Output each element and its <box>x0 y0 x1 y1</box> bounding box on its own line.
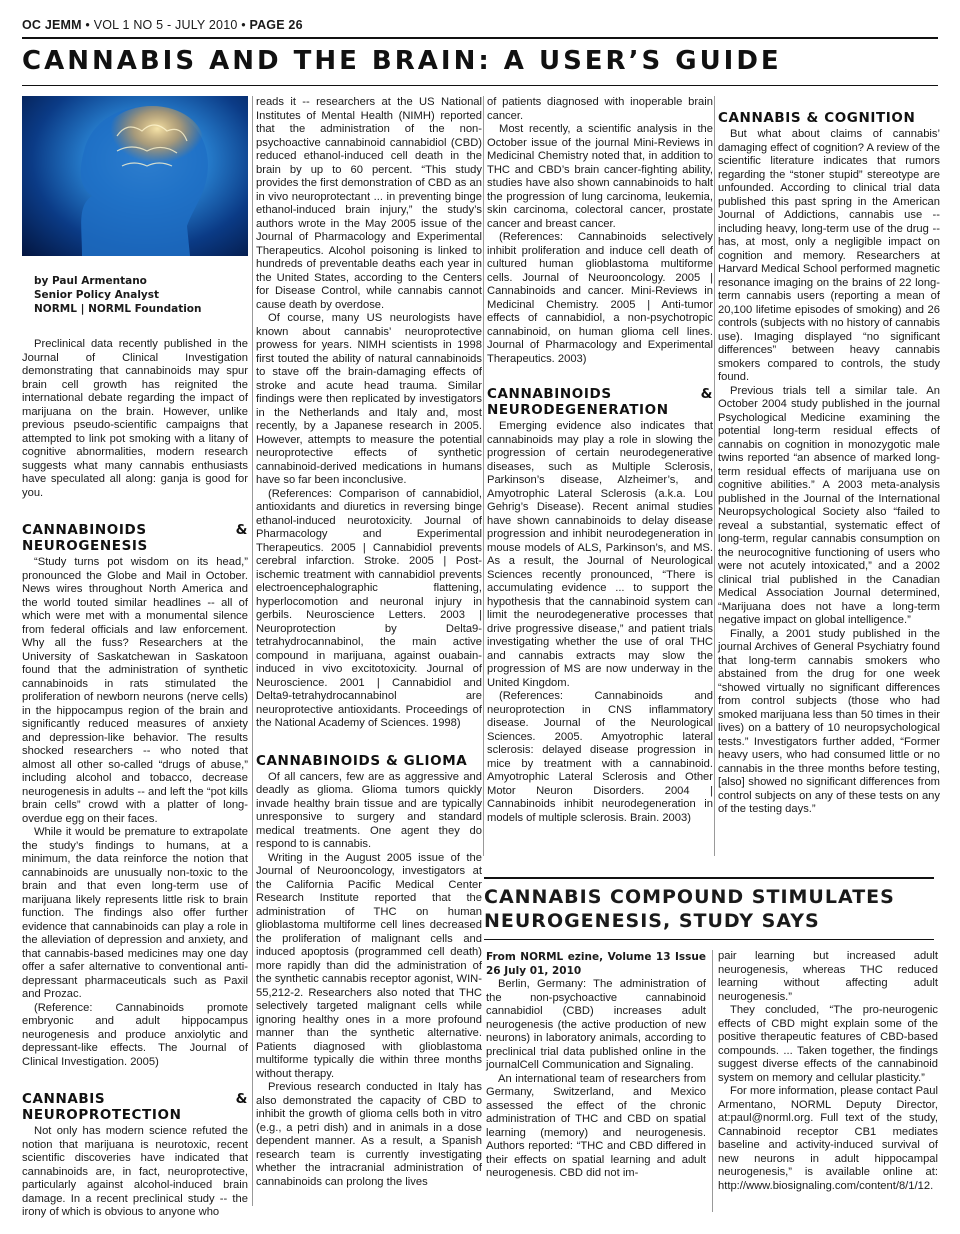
paragraph: “Study turns pot wisdom on its head,” pronounced the Globe and Mail in October. News wires throughout North America and the world touted similar headlines -- all of which were met with a monumental silence from federal officials and law enforcement. Why all the fuss? Researchers at the University of Saskatchewan in Saskatoon found that the administration of synthetic cannabinoids in rats stimulated the proliferation of newborn neurons (nerve cells) in the hippocampus region of the brain and significantly reduced measures of anxiety and depression-like behavior. The results shocked researchers -- who noted that almost all other so-called “drugs of abuse,” including alcohol and tobacco, decrease neurogenesis in adults -- and left the “pot kills brain cells” crowd with a platter of long-overdue egg on their faces. <box>22 556 248 825</box>
sidebar-column-left <box>486 950 706 1181</box>
head-silhouette-icon <box>22 96 248 256</box>
paragraph: Emerging evidence also indicates that cannabinoids may play a role in slowing the progression of certain neurodegenerative diseases, such as Multiple Sclerosis, Parkinson’s disease, Alzheimer’s, and Amyotrophic Lateral Sclerosis (a.k.a. Lou Gehrig’s Disease). Recent animal studies have shown cannabinoids to delay disease progression and inhibit neurodegeneration in mouse models of ALS, Parkinson’s, and MS. As a result, the Journal of Neurological Sciences recently pronounced, “There is accumulating evidence ... to support the hypothesis that the cannabinoid system can limit the neurodegenerative processes that drive progressive disease,” and patient trials investigating whether the use of oral THC and cannabis extracts may slow the progression of MS are now underway in the United Kingdom. <box>487 420 713 689</box>
author-title: Senior Policy Analyst <box>34 289 160 301</box>
paragraph: Previous research conducted in Italy has also demonstrated the capacity of CBD to inhibit the growth of glioma cells both in vitro (e.g., a petri dish) and in animals in a dose dependent manner. As a result, a Spanish research team is currently investigating whether the intracranial administration of cannabinoids can prolong the lives <box>256 1081 482 1188</box>
intro-paragraph: Preclinical data recently published in the Journal of Clinical Investigation demonstrating that cannabinoids may spur brain cell growth has reignited the international debate regarding the impact of marijuana on the brain. However, unlike previous pseudo-scientific campaigns that attempted to link pot smoking with a litany of cognitive abnormalities, modern research suggests what many cannabis enthusiasts have speculated all along: ganja is good for you. <box>22 338 248 499</box>
paragraph: reads it -- researchers at the US National Institutes of Mental Health (NIMH) reported that the administration of the non-psychoactive cannabinoid cannabidiol (CBD) reduced ethanol-induced cell death in the brain by up to 60 percent. “This study provides the first demonstration of CBD as an in vivo neuroprotectant ... in preventing binge ethanol-induced brain injury,” the study’s authors wrote in the May 2005 issue of the Journal of Pharmacology and Experimental Therapeutics. Alcohol poisoning is linked to hundreds of preventable deaths each year in the United States, according to the Centers for Disease Control, while cannabis cannot cause death by overdose. <box>256 96 482 311</box>
sidebar-title-rule <box>484 939 934 940</box>
column-divider <box>252 96 253 1206</box>
section-heading-glioma: CANNABINOIDS & GLIOMA <box>256 752 468 769</box>
article-title: CANNABIS AND THE BRAIN: A USER’S GUIDE <box>22 46 782 76</box>
column-4 <box>718 96 940 817</box>
column-1 <box>22 96 248 1220</box>
section-heading-neuroprotection: CANNABIS & NEUROPROTECTION <box>22 1091 248 1123</box>
reference-paragraph: (References: Cannabinoids selectively inhibit proliferation and induce cell death of cultured human glioblastoma multiforme cells. Journal of Neurooncology. 2005 | Cannabinoids and cancer. Mini-Reviews in Medicinal Chemistry. 2005 | Anti-tumor effects of cannabidiol, a non-psychotropic cannabinoid, on human glioma cell lines. Journal of Pharmacology and Experimental Therapeutics. 2003) <box>487 231 713 365</box>
issue-info: VOL 1 NO 5 - JULY 2010 <box>93 18 238 32</box>
paragraph: of patients diagnosed with inoperable brain cancer. <box>487 96 713 122</box>
paragraph: They concluded, “The pro-neurogenic effects of CBD might explain some of the positive therapeutic features of CBD-based compounds. ... Taken together, the findings suggest diverse effects of the cannabinoid system on memory and cellular plasticity.” <box>718 1004 938 1084</box>
sidebar-article-title: CANNABIS COMPOUND STIMULATES NEUROGENESIS, STUDY SAYS <box>484 886 895 932</box>
publication-name: OC JEMM <box>22 18 82 32</box>
column-3 <box>487 96 713 825</box>
page-number: PAGE 26 <box>249 18 303 32</box>
paragraph: For more information, please contact Paul Armentano, NORML Deputy Director, at:paul@norml.org. Full text of the study, Cannabinoid receptor CB1 mediates baseline and activity-induced survival of new neurons in adult hippocampal neurogenesis,” is available online at: http://www.biosignaling.com/content/8/1/12. <box>718 1085 938 1192</box>
paragraph: Of course, many US neurologists have known about cannabis’ neuroprotective prowess for years. NIMH scientists in 1998 first touted the ability of natural cannabinoids to stave off the brain-damaging effects of stroke and acute head trauma. Similar findings were then replicated by investigators in the Netherlands and Italy and, most recently, by a Japanese research in 2005. However, attempts to measure the potential neuroprotective effects of synthetic cannabinoid-derived medications in humans have so far been inconclusive. <box>256 312 482 486</box>
paragraph: Berlin, Germany: The administration of the non-psychoactive cannabinoid cannabidiol (CBD) increases adult neurogenesis (the active production of new neurons) in laboratory animals, according to preclinical trial data published online in the journalCell Communication and Signaling. <box>486 978 706 1071</box>
paragraph: pair learning but increased adult neurogenesis, whereas THC reduced learning without affecting adult neurogenesis.” <box>718 950 938 1003</box>
byline <box>34 274 248 316</box>
column-divider <box>714 96 715 856</box>
header-rule <box>22 37 938 39</box>
author-org: NORML | NORML Foundation <box>34 303 202 315</box>
sidebar-column-right <box>718 950 938 1193</box>
paragraph: Of all cancers, few are as aggressive and deadly as glioma. Glioma tumors quickly invade healthy brain tissue and are typically unresponsive to surgery and standard medical treatments. One agent they do respond to is cannabis. <box>256 770 482 850</box>
sidebar-source: From NORML ezine, Volume 13 Issue 26 July 01, 2010 <box>486 951 706 977</box>
column-divider <box>483 96 484 856</box>
column-2 <box>256 96 482 1189</box>
brain-image <box>22 96 248 256</box>
reference-paragraph: (References: Cannabinoids and neuroprotection in CNS inflammatory disease. Journal of the Neurological Sciences. 2005. Amyotrophic lateral sclerosis: delayed disease progression in mice by treatment with a cannabinoid. Amyotrophic Lateral Sclerosis and Other Motor Neuron Disorders. 2004 | Cannabinoids inhibit neurodegeneration in models of multiple sclerosis. Brain. 2003) <box>487 690 713 824</box>
reference-paragraph: (Reference: Cannabinoids promote embryonic and adult hippocampus neurogenesis and produce anxiolytic and depressant-like effects. The Journal of Clinical Investigation. 2005) <box>22 1001 248 1068</box>
paragraph: But what about claims of cannabis’ damaging effect of cognition? A review of the scientific literature indicates that rumors regarding the “stoner stupid” stereotype are unfounded. According to clinical trial data published this past spring in the American Journal of Addictions, cannabis use -- including heavy, long-term use of the drug -- has, at most, only a negligible impact on cognition and memory. Researchers at Harvard Medical School performed magnetic resonance imaging on the brains of 22 long-term cannabis users (reporting a mean of 20,100 lifetime episodes of smoking) and 26 controls (subjects with no history of cannabis use). Imaging displayed “no significant differences” between heavy cannabis smokers compared to controls, the study found. <box>718 128 940 383</box>
paragraph: Most recently, a scientific analysis in the October issue of the journal Mini-Reviews in Medicinal Chemistry noted that, in addition to THC and CBD’s brain cancer-fighting ability, studies have also shown cannabinoids to halt the progression of lung carcinoma, leukemia, skin carcinoma, colectoral cancer, prostate cancer and breast cancer. <box>487 123 713 230</box>
section-heading-cognition: CANNABIS & COGNITION <box>718 110 916 126</box>
section-heading-neurogenesis: CANNABINOIDS & NEUROGENESIS <box>22 522 248 554</box>
sidebar-article <box>484 877 934 940</box>
paragraph: Previous trials tell a similar tale. An October 2004 study published in the journal Psychological Medicine examining the potential long-term residual effects of cannabis on cognition in monozygotic male twins reported “an absence of marked long-term residual effects of marijuana use on cognitive abilities.” A 2003 meta-analysis published in the Journal of the International Neuropsychological Society also “failed to reveal a substantial, systematic effect of long-term, regular cannabis consumption on the neurocognitive functioning of users who were not acutely intoxicated,” and a 2002 clinical trial published in the Canadian Medical Association Journal determined, “Marijuana does not have a long-term negative impact on global intelligence.” <box>718 384 940 626</box>
page-header: OC JEMM • VOL 1 NO 5 - JULY 2010 • PAGE 26 <box>22 18 303 32</box>
paragraph: Finally, a 2001 study published in the journal Archives of General Psychiatry found that long-term cannabis smokers who abstained from the drug for one week “showed virtually no significant differences from control subjects (those who had smoked marijuana less than 50 times in their lives) on a battery of 10 neuropsychological tests.” Investigators further added, “Former heavy users, who had consumed little or no cannabis in the three months before testing, [also] showed no significant differences from control subjects on any of these tests on any of the testing days.” <box>718 627 940 815</box>
paragraph: While it would be premature to extrapolate the study’s findings to humans, at a minimum, the data reinforce the notion that cannabinoids are unusually non-toxic to the brain and that even long-term use of marijuana likely represents little risk to brain function. The findings also offer further evidence that cannabinoids can play a role in the alleviation of depression and anxiety, and that cannabis-based medicines may one day offer a safer alternative to conventional anti-depressant pharmaceuticals such as Paxil and Prozac. <box>22 826 248 1000</box>
sidebar-top-rule <box>484 877 934 879</box>
author-name: by Paul Armentano <box>34 275 147 287</box>
column-divider <box>712 950 713 1212</box>
paragraph: Not only has modern science refuted the notion that marijuana is neurotoxic, recent scientific discoveries have indicated that cannabinoids are, in fact, neuroprotective, particularly against alcohol-induced brain damage. In a recent preclinical study -- the irony of which is obvious to anyone who <box>22 1125 248 1218</box>
section-heading-neurodegeneration: CANNABINOIDS & NEURODEGENERATION <box>487 386 713 418</box>
reference-paragraph: (References: Comparison of cannabidiol, antioxidants and diuretics in reversing binge ethanol-induced neurotoxicity. Journal of Pharmacology and Experimental Therapeutics. 2005 | Cannabidiol prevents cerebral infarction. Stroke. 2005 | Post-ischemic treatment with cannabidiol prevents electroencephalographic flattening, hyperlocomotion and neuronal injury in gerbils. Neuroscience Letters. 2003 | Neuroprotection by Delta9-tetrahydrocannabinol, the main active compound in marijuana, against ouabain-induced in vivo excitotoxicity. Journal of Neuroscience. 2001 | Cannabidiol and Delta9-tetrahydrocannabinol are neuroprotective antioxidants. Proceedings of the National Academy of Sciences. 1998) <box>256 487 482 729</box>
title-rule <box>22 85 938 86</box>
paragraph: An international team of researchers from Germany, Switzerland, and Mexico assessed the effect of the chronic administration of THC and CBD on spatial learning (memory) and neurogenesis. Authors reported: “THC and CBD differed in their effects on spatial learning and adult neurogenesis. CBD did not im- <box>486 1072 706 1179</box>
paragraph: Writing in the August 2005 issue of the Journal of Neurooncology, investigators at the California Pacific Medical Center Research Institute reported that the administration of THC on human glioblastoma multiforme cell lines decreased the proliferation of malignant cells and induced apoptosis (programmed cell death) more rapidly than did the administration of the synthetic cannabis receptor agonist, WIN-55,212-2. Researchers also noted that THC selectively targeted malignant cells while ignoring healthy ones in a more profound manner than the synthetic alternative. Patients diagnosed with glioblastoma multiforme typically die within three months without therapy. <box>256 851 482 1080</box>
